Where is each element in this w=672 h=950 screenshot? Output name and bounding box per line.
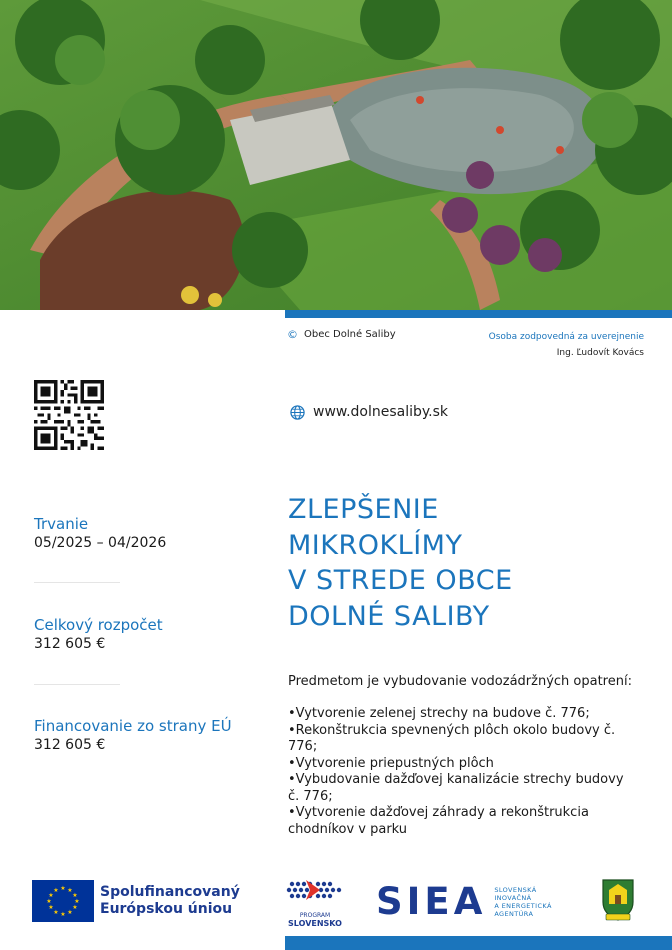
divider [34,684,120,685]
municipality-crest-icon [600,878,636,922]
siea-subtitle-line: AGENTÚRA [494,909,534,918]
title-line: DOLNÉ SALIBY [288,600,490,632]
info-duration [34,515,264,551]
hero-image [0,0,672,310]
program-slovensko-logo [286,876,344,926]
bottom-accent-band [285,936,672,950]
svg-text:★: ★ [60,911,66,918]
siea-subtitle-line: INOVAČNÁ [494,893,532,902]
copyright-line [287,328,396,341]
eu-flag-icon [32,880,94,922]
responsible-name: Ing. Ľudovít Kovács [556,348,644,358]
top-accent-band [285,310,672,318]
eu-text-line: Spolufinancovaný [100,884,240,900]
copyright-text: Obec Dolné Saliby [304,329,396,340]
measures-list [288,706,633,838]
eu-cofinanced-logo [32,880,240,922]
svg-text:★: ★ [67,909,73,916]
info-budget [34,616,264,652]
website-link[interactable] [290,404,448,420]
garden-visualization [0,0,672,310]
divider [34,582,120,583]
svg-text:★: ★ [48,892,54,899]
responsible-person [489,329,644,361]
eu-text-line: Európskou úniou [100,901,233,917]
svg-text:★: ★ [48,904,54,911]
svg-text:★: ★ [53,887,59,894]
svg-text:★: ★ [72,904,78,911]
svg-text:★: ★ [46,898,52,905]
list-item: •Vytvorenie zelenej strechy na budove č. 776; [288,706,590,721]
program-label-small: PROGRAM [299,912,331,919]
svg-text:★: ★ [72,892,78,899]
info-label: Financovanie zo strany EÚ [34,717,232,735]
qr-code[interactable] [34,380,104,450]
project-title [288,492,648,634]
responsible-label: Osoba zodpovedná za uverejnenie [488,332,644,342]
program-slovensko-icon [286,876,344,908]
siea-subtitle [494,886,551,918]
svg-text:★: ★ [60,885,66,892]
svg-text:★: ★ [67,887,73,894]
siea-wordmark: SIEA [376,880,487,923]
siea-subtitle-line: A ENERGETICKÁ [494,901,552,910]
title-line: ZLEPŠENIE [288,494,439,525]
copyright-symbol: © [287,328,298,341]
info-label: Trvanie [34,515,89,533]
siea-subtitle-line: SLOVENSKÁ [494,885,537,894]
title-line: V STREDE OBCE [288,565,513,596]
website-url: www.dolnesaliby.sk [313,404,449,420]
siea-logo [376,880,552,923]
svg-text:★: ★ [74,898,80,905]
info-value: 312 605 € [34,737,106,753]
list-item: •Rekonštrukcia spevnených plôch okolo budovy č. 776; [288,722,616,754]
svg-text:★: ★ [53,909,59,916]
info-label: Celkový rozpočet [34,616,163,634]
info-value: 312 605 € [34,636,106,652]
program-label: SLOVENSKO [288,919,342,928]
info-eu-funding [34,717,264,753]
list-item: •Vybudovanie dažďovej kanalizácie strechy budovy č. 776; [288,772,624,804]
list-item: •Vytvorenie dažďovej záhrady a rekonštrukcia chodníkov v parku [288,805,589,837]
title-line: MIKROKLÍMY [288,529,463,561]
project-intro: Predmetom je vybudovanie vodozádržných opatrení: [288,674,632,689]
list-item: •Vytvorenie priepustných plôch [288,755,494,771]
globe-icon [290,405,305,420]
info-value: 05/2025 – 04/2026 [34,535,167,551]
